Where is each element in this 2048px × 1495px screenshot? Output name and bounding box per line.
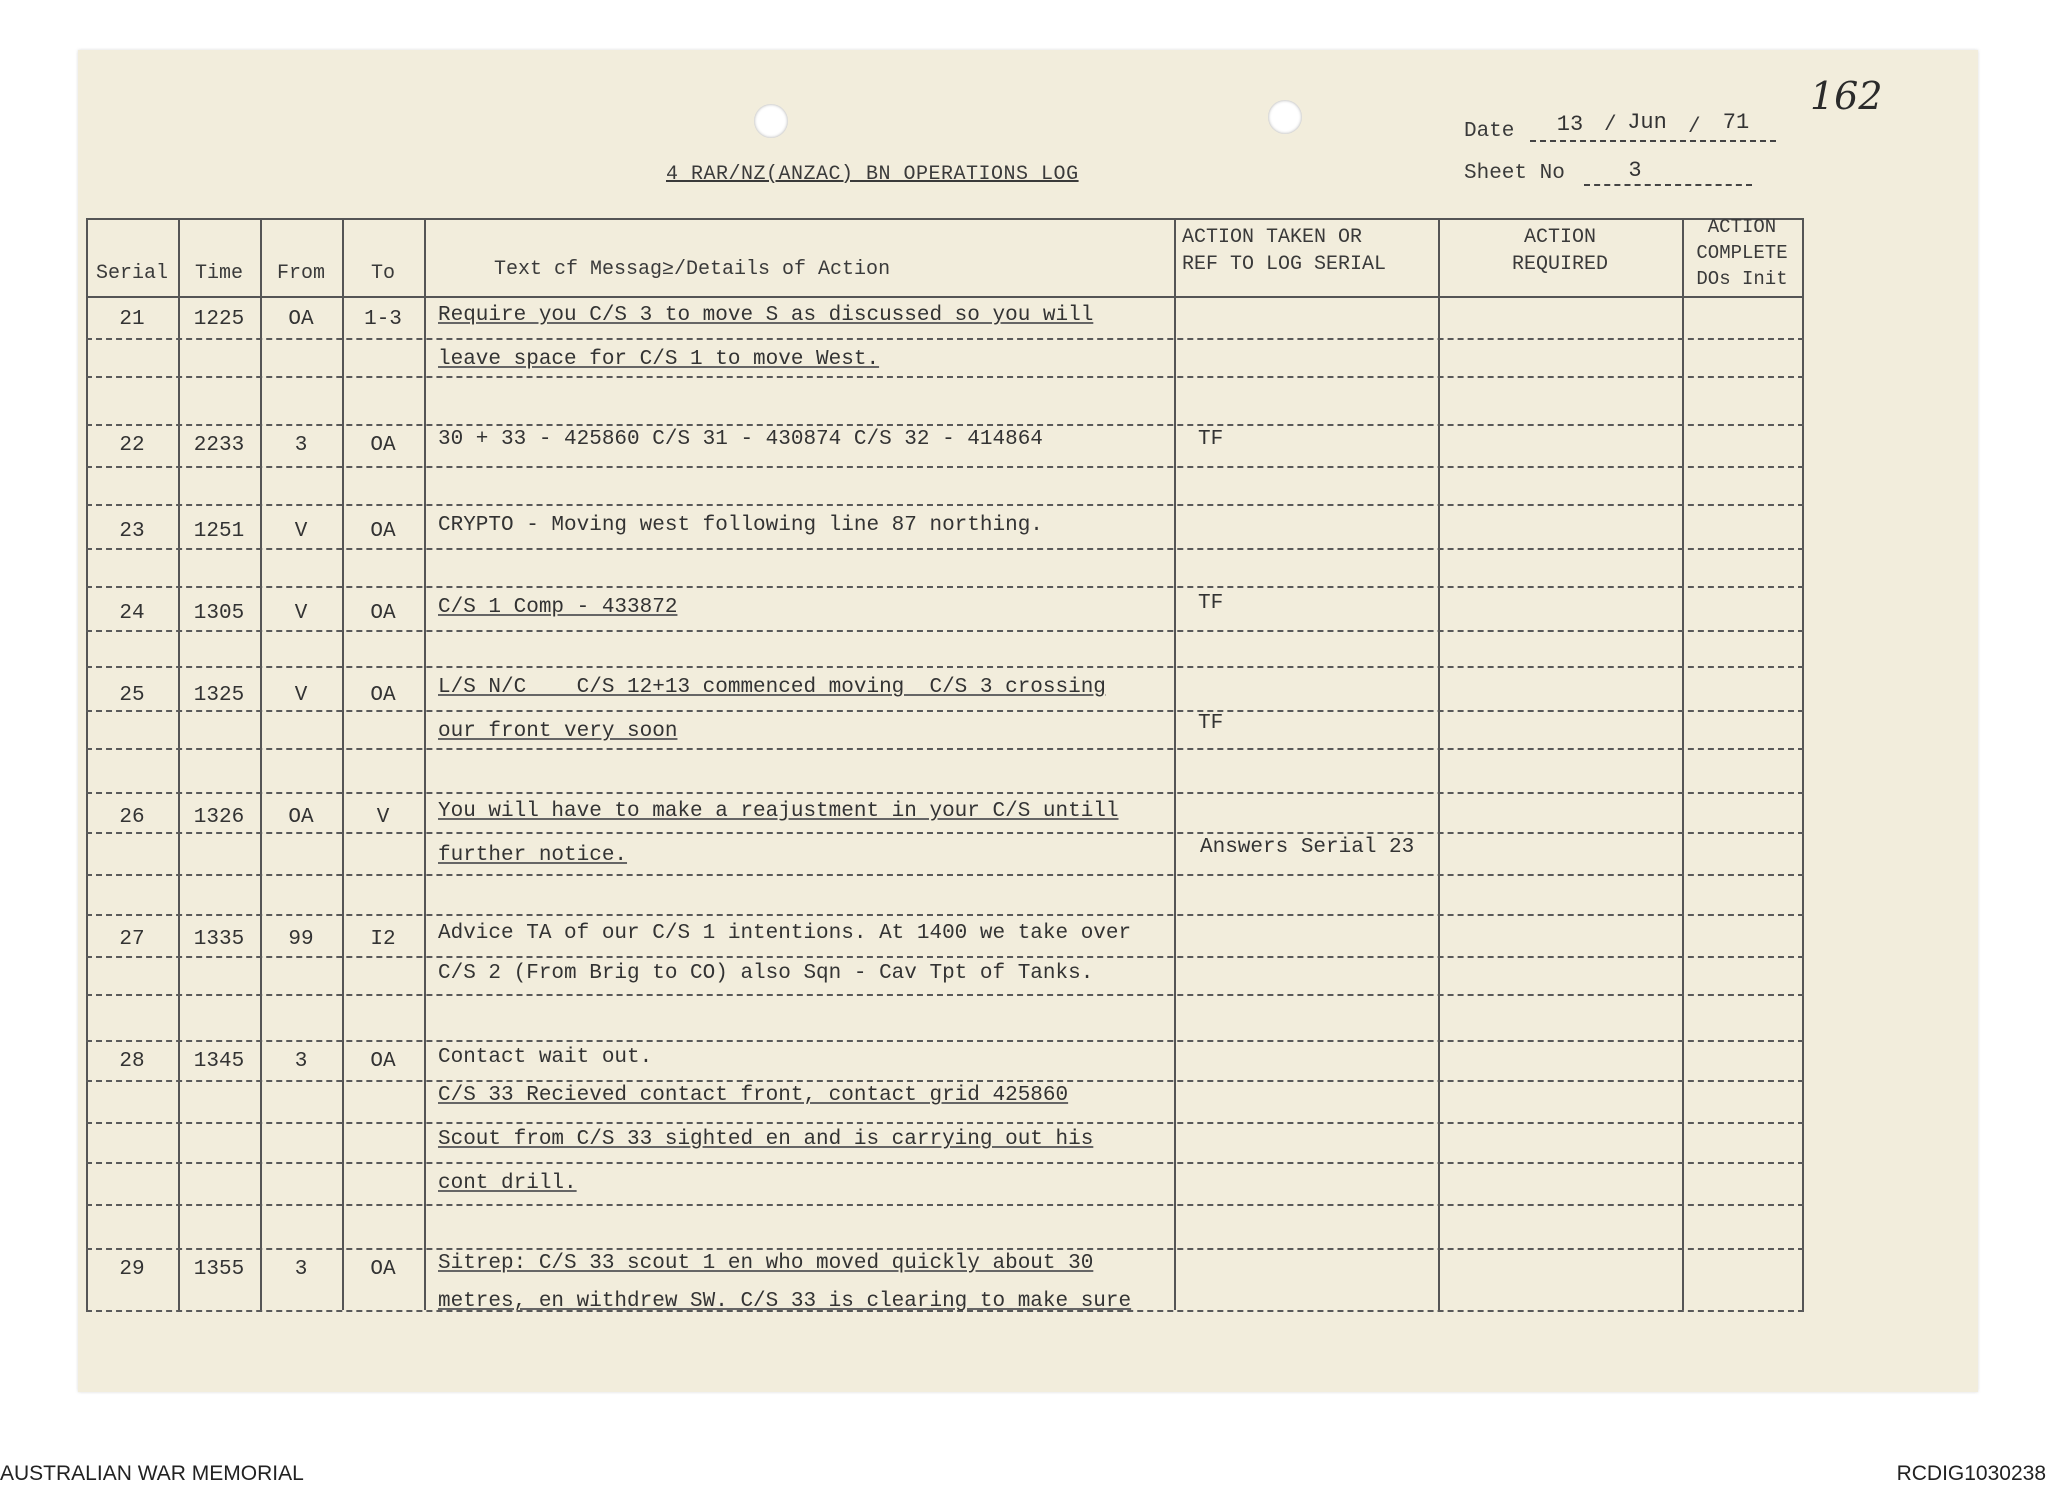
entry-from: V — [294, 684, 308, 707]
entry-message-line: 30 + 33 - 425860 C/S 31 - 430874 C/S 32 - 414864 — [438, 428, 1043, 451]
entry-to: OA — [370, 520, 396, 543]
entry-serial: 27 — [119, 928, 145, 951]
entry-action: Answers Serial 23 — [1200, 836, 1415, 859]
entry-serial: 22 — [119, 434, 145, 457]
date-underline — [1530, 140, 1776, 142]
entry-time: 1355 — [193, 1258, 245, 1281]
column-header-time: Time — [194, 262, 243, 285]
entry-action: TF — [1198, 592, 1224, 615]
date-label: Date — [1464, 120, 1515, 143]
date-year: 71 — [1722, 110, 1750, 135]
entry-message-line: Sitrep: C/S 33 scout 1 en who moved quickly about 30 — [438, 1252, 1094, 1275]
entry-to: OA — [370, 684, 396, 707]
entry-from: V — [294, 602, 308, 625]
footer-reference-id: RCDIG1030238 — [1896, 1462, 2046, 1485]
entry-message-line: L/S N/C C/S 12+13 commenced moving C/S 3 crossing — [438, 676, 1106, 699]
handwritten-page-number: 162 — [1810, 74, 1883, 118]
entry-message-line: C/S 1 Comp - 433872 — [438, 596, 678, 619]
entry-time: 1305 — [193, 602, 245, 625]
column-header-serial: Serial — [95, 262, 168, 285]
entry-from: V — [294, 520, 308, 543]
entry-message-line: C/S 2 (From Brig to CO) also Sqn - Cav Tpt of Tanks. — [438, 962, 1094, 985]
entry-time: 1345 — [193, 1050, 245, 1073]
entry-time: 1251 — [193, 520, 245, 543]
entry-time: 1325 — [193, 684, 245, 707]
entry-to: OA — [370, 1258, 396, 1281]
punch-hole-right — [1268, 100, 1302, 134]
entry-serial: 25 — [119, 684, 145, 707]
entry-to: OA — [370, 1050, 396, 1073]
entry-message-line: Require you C/S 3 to move S as discussed so you will — [438, 304, 1094, 327]
footer-institution: AUSTRALIAN WAR MEMORIAL — [0, 1462, 304, 1485]
entry-from: 99 — [288, 928, 314, 951]
entry-serial: 21 — [119, 308, 145, 331]
column-header-action-required: ACTION REQUIRED — [1511, 226, 1608, 276]
entry-message-line: You will have to make a reajustment in your C/S untill — [438, 800, 1119, 823]
entry-message-line: further notice. — [438, 844, 628, 867]
entry-message-line: CRYPTO - Moving west following line 87 northing. — [438, 514, 1043, 537]
column-header-action-complete: ACTION COMPLETE DOs Init — [1696, 216, 1788, 290]
entry-to: V — [376, 806, 390, 829]
date-day: 13 — [1556, 112, 1584, 137]
entry-serial: 23 — [119, 520, 145, 543]
entry-message-line: cont drill. — [438, 1172, 577, 1195]
entry-serial: 29 — [119, 1258, 145, 1281]
entry-to: OA — [370, 602, 396, 625]
entry-serial: 26 — [119, 806, 145, 829]
entry-message-line: Advice TA of our C/S 1 intentions. At 1400 we take over — [438, 922, 1132, 945]
column-header-action-taken: ACTION TAKEN OR REF TO LOG SERIAL — [1182, 226, 1387, 276]
date-month: Jun — [1627, 110, 1667, 135]
entry-from: OA — [288, 308, 314, 331]
entry-to: 1-3 — [364, 308, 402, 331]
sheet-label: Sheet No — [1464, 162, 1565, 185]
entry-message-line: our front very soon — [438, 720, 678, 743]
entry-from: 3 — [294, 1050, 308, 1073]
entry-serial: 24 — [119, 602, 145, 625]
log-title: 4 RAR/NZ(ANZAC) BN OPERATIONS LOG — [666, 163, 1079, 186]
column-header-to: To — [370, 262, 395, 285]
entry-action: TF — [1198, 712, 1224, 735]
entry-to: OA — [370, 434, 396, 457]
entry-message-line: Scout from C/S 33 sighted en and is carrying out his — [438, 1128, 1094, 1151]
entry-time: 1335 — [193, 928, 245, 951]
entry-serial: 28 — [119, 1050, 145, 1073]
entry-message-line: Contact wait out. — [438, 1046, 653, 1069]
entry-to: I2 — [370, 928, 396, 951]
punch-hole-left — [754, 104, 788, 138]
entry-from: 3 — [294, 434, 308, 457]
column-header-from: From — [276, 262, 325, 285]
entry-message-line: C/S 33 Recieved contact front, contact grid 425860 — [438, 1084, 1069, 1107]
column-header-text: Text cf Messag≥/Details of Action — [494, 258, 891, 281]
entry-time: 1225 — [193, 308, 245, 331]
sheet-number: 3 — [1628, 158, 1642, 183]
entry-time: 2233 — [193, 434, 245, 457]
entry-time: 1326 — [193, 806, 245, 829]
entry-message-line: leave space for C/S 1 to move West. — [438, 348, 880, 371]
entry-message-line: metres, en withdrew SW. C/S 33 is clearing to make sure — [438, 1290, 1132, 1313]
operations-log-table — [86, 216, 1804, 1313]
sheet-underline — [1584, 184, 1752, 186]
entry-action: TF — [1198, 428, 1224, 451]
entry-from: 3 — [294, 1258, 308, 1281]
entry-from: OA — [288, 806, 314, 829]
